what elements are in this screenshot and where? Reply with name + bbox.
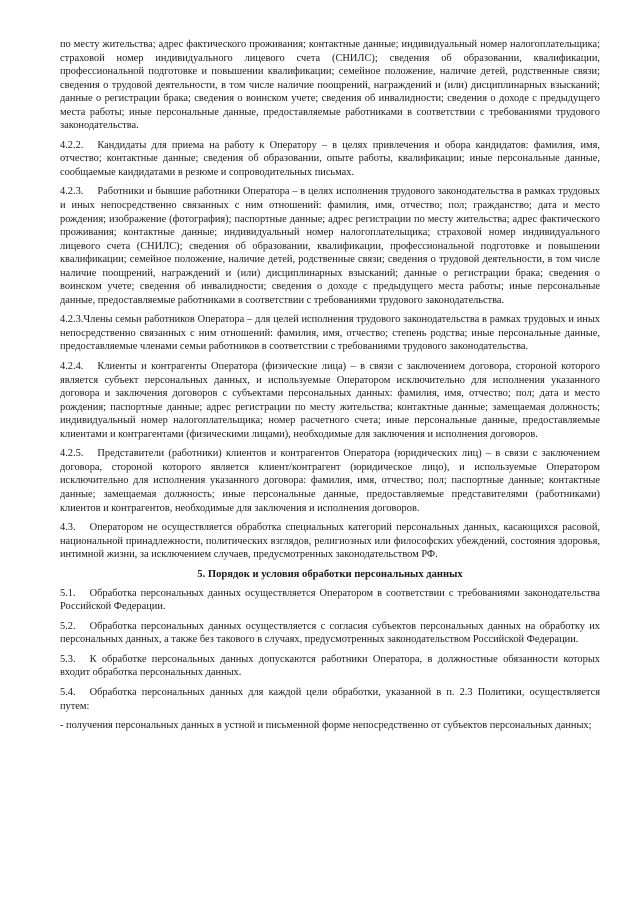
paragraph-text: Работники и бывшие работники Оператора – в целях исполнения трудового законодательства в рамках трудовых и иных непосредственно связанных с ним отношений: фамилия, имя, отчество; пол; гражданство; дата и место рождения; изображение (фотография); паспортные данные; адрес регистрации по месту жительства; адрес фактического проживания; контактные данные; индивидуальный номер налогоплательщика; страховой номер индивидуального лицевого счета (СНИЛС); сведения об образовании, квалификации, профессиональной подготовке и повышении квалификации; семейное положение, наличие детей, родственные связи; сведения о трудовой деятельности, в том числе наличие поощрений, награждений и (или) дисциплинарных взысканий; данные о регистрации брака; сведения о воинском учете; сведения об инвалидности; сведения о доходе с предыдущего места работы; иные персональные данные, предоставляемые работниками в соответствии с требованиями трудового законодательства. (60, 186, 600, 306)
paragraph-4-2-3 (60, 185, 600, 307)
list-item: - получения персональных данных в устной и письменной форме непосредственно от субъектов персональных данных; (60, 720, 592, 732)
paragraph-number: 5.4. (60, 686, 76, 698)
paragraph-number: 4.2.3. (60, 314, 84, 326)
paragraph-number: 5.2. (60, 620, 76, 632)
paragraph-5-4 (60, 686, 600, 713)
paragraph-4-2-4 (60, 360, 600, 441)
paragraph-number: 4.2.3. (60, 186, 84, 198)
paragraph-text: Обработка персональных данных осуществляется с согласия субъектов персональных данных на обработку их персональных данных, а также без такового в случаях, предусмотренных законодательством Российской Федерации. (60, 620, 600, 646)
paragraph-number: 4.2.5. (60, 448, 84, 460)
paragraph-text: Кандидаты для приема на работу к Оператору – в целях привлечения и обора кандидатов: фамилия, имя, отчество; контактные данные; сведения об образовании, опыте работы, квалификации; иные персональные данные, сообщаемые кандидатами в резюме и сопроводительных письмах. (60, 139, 600, 178)
paragraph-5-1 (60, 587, 600, 614)
paragraph-text: Представители (работники) клиентов и контрагентов Оператора (юридических лиц) – в связи с заключением договора, стороной которого является клиент/контрагент (юридическое лицо), и используемые Оператором исключительно для исполнения указанного договора: фамилия, имя, отчество; пол; паспортные данные; контактные данные; замещаемая должность; иные персональные данные, предоставляемые представителями (работниками) клиентов и контрагентов, необходимые для заключения и исполнения договоров. (60, 448, 600, 514)
paragraph-5-2 (60, 620, 600, 647)
paragraph-4-2-5 (60, 447, 600, 515)
paragraph-number: 5.1. (60, 587, 76, 599)
paragraph-text: К обработке персональных данных допускаются работники Оператора, в должностные обязанности которых входит обработка персональных данных. (60, 653, 600, 679)
paragraph-4-2-3-family (60, 313, 600, 354)
paragraph-text: Обработка персональных данных для каждой цели обработки, указанной в п. 2.3 Политики, осуществляется путем: (60, 686, 600, 712)
intro-paragraph: по месту жительства; адрес фактического проживания; контактные данные; индивидуальный номер налогоплательщика; страховой номер индивидуального лицевого счета (СНИЛС); сведения об образовании, квалификации, профессиональной подготовке и повышении квалификации; семейное положение, наличие детей, родственные связи; сведения о трудовой деятельности, в том числе наличие поощрений, награждений и (или) дисциплинарных взысканий; данные о регистрации брака; сведения о воинском учете; сведения об инвалидности; сведения о доходе с предыдущего места работы; иные персональные данные, предоставляемые работниками в соответствии с требованиями трудового законодательства. (60, 39, 600, 132)
paragraph-4-3 (60, 521, 600, 562)
paragraph-text: Члены семьи работников Оператора – для целей исполнения трудового законодательства в рамках трудовых и иных непосредственно связанных с ним отношений: фамилия, имя, отчество; степень родства; иные персональные данные, предоставляемые членами семьи работников в соответствии с требованиями трудового законодательства. (60, 314, 600, 353)
paragraph-text: Клиенты и контрагенты Оператора (физические лица) – в связи с заключением договора, стороной которого является субъект персональных данных, и используемые Оператором исключительно для исполнения указанного договора и заключения договоров с субъектами персональных данных: фамилия, имя, отчество; пол; дата и место рождения; паспортные данные; адрес регистрации по месту жительства; контактные данные; замещаемая должность; индивидуальный номер налогоплательщика; номер расчетного счета; иные персональные данные, предоставляемые клиентами и контрагентами (физическими лицами), необходимые для заключения и исполнения договоров. (60, 361, 600, 440)
paragraph-number: 4.3. (60, 522, 76, 534)
paragraph-number: 4.2.2. (60, 139, 84, 151)
paragraph-text: Обработка персональных данных осуществляется Оператором в соответствии с требованиями законодательства Российской Федерации. (60, 587, 600, 613)
paragraph-number: 5.3. (60, 653, 76, 665)
paragraph-4-2-2 (60, 139, 600, 180)
section-heading: 5. Порядок и условия обработки персональных данных (197, 568, 463, 580)
paragraph-5-3 (60, 653, 600, 680)
paragraph-number: 4.2.4. (60, 361, 84, 373)
paragraph-text: Оператором не осуществляется обработка специальных категорий персональных данных, касающихся расовой, национальной принадлежности, политических взглядов, религиозных или философских убеждений, состояния здоровья, интимной жизни, за исключением случаев, предусмотренных законодательством РФ. (60, 522, 600, 561)
